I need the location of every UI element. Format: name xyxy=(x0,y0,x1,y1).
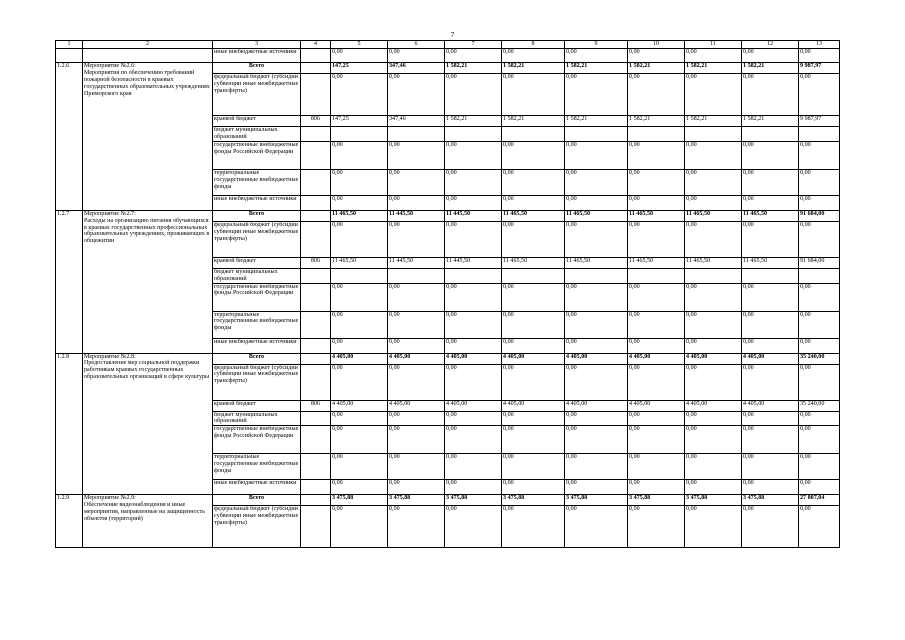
measure-title: Мероприятие №2.9: Обеспечение видеонаблюдения и иные мероприятия, направленные на защищенность объектов (территорий) xyxy=(83,495,213,548)
value-cell: 0,00 xyxy=(502,338,565,353)
value-cell: 11 465,50 xyxy=(685,210,742,221)
value-cell: 0,00 xyxy=(388,480,445,495)
value-cell: 0,00 xyxy=(502,221,565,257)
value-cell: 0,00 xyxy=(799,411,840,426)
value-cell xyxy=(628,268,685,283)
value-cell: 0,00 xyxy=(685,338,742,353)
value-cell: 0,00 xyxy=(685,74,742,116)
value-cell: 0,00 xyxy=(628,141,685,169)
value-cell: 0,00 xyxy=(502,411,565,426)
value-cell: 0,00 xyxy=(502,311,565,338)
value-cell: 3 475,88 xyxy=(331,495,388,506)
value-cell: 0,00 xyxy=(331,411,388,426)
value-cell: 0,00 xyxy=(799,221,840,257)
value-cell: 4 405,00 xyxy=(565,400,628,411)
column-number: 8 xyxy=(502,41,565,49)
value-cell: 0,00 xyxy=(685,480,742,495)
code-cell xyxy=(301,283,331,311)
value-cell: 0,00 xyxy=(799,49,840,63)
value-cell: 0,00 xyxy=(388,283,445,311)
value-cell: 1 582,21 xyxy=(685,116,742,127)
value-cell: 0,00 xyxy=(742,49,799,63)
source-cell: краевой бюджет xyxy=(213,116,301,127)
code-cell xyxy=(301,506,331,548)
page-number: 7 xyxy=(450,31,455,39)
value-cell: 0,00 xyxy=(628,454,685,480)
source-cell: краевой бюджет xyxy=(213,257,301,268)
value-cell: 0,00 xyxy=(565,169,628,195)
value-cell: 1 582,21 xyxy=(502,116,565,127)
value-cell: 0,00 xyxy=(628,338,685,353)
value-cell: 0,00 xyxy=(445,283,502,311)
value-cell: 35 240,00 xyxy=(799,400,840,411)
code-cell xyxy=(301,338,331,353)
code-cell xyxy=(301,127,331,142)
code-cell xyxy=(301,169,331,195)
value-cell: 0,00 xyxy=(799,364,840,400)
value-cell: 9 987,97 xyxy=(799,63,840,74)
column-number: 10 xyxy=(628,41,685,49)
value-cell: 4 405,00 xyxy=(502,353,565,364)
value-cell: 0,00 xyxy=(685,141,742,169)
value-cell: 4 405,00 xyxy=(685,400,742,411)
source-cell: иные внебюджетные источники xyxy=(213,195,301,210)
code-cell xyxy=(301,268,331,283)
value-cell: 0,00 xyxy=(331,338,388,353)
value-cell: 0,00 xyxy=(445,49,502,63)
value-cell: 4 405,00 xyxy=(565,353,628,364)
value-cell: 0,00 xyxy=(685,169,742,195)
value-cell: 1 582,21 xyxy=(565,116,628,127)
code-cell xyxy=(301,311,331,338)
value-cell: 3 475,88 xyxy=(388,495,445,506)
value-cell: 11 465,50 xyxy=(502,210,565,221)
total-row xyxy=(56,495,840,506)
value-cell: 0,00 xyxy=(628,283,685,311)
value-cell: 91 684,00 xyxy=(799,210,840,221)
value-cell: 0,00 xyxy=(331,283,388,311)
code-cell xyxy=(301,426,331,454)
value-cell: 0,00 xyxy=(565,49,628,63)
source-cell: территориальные государственные внебюджетные фонды xyxy=(213,311,301,338)
financing-table xyxy=(55,40,840,548)
code-cell xyxy=(301,49,331,63)
value-cell: 0,00 xyxy=(799,426,840,454)
value-cell: 0,00 xyxy=(742,480,799,495)
value-cell: 0,00 xyxy=(502,426,565,454)
column-number: 4 xyxy=(301,41,331,49)
value-cell: 0,00 xyxy=(799,195,840,210)
value-cell: 11 445,50 xyxy=(388,210,445,221)
value-cell: 0,00 xyxy=(685,221,742,257)
value-cell: 0,00 xyxy=(628,74,685,116)
value-cell: 11 465,50 xyxy=(331,257,388,268)
value-cell: 11 465,50 xyxy=(742,210,799,221)
value-cell: 11 465,50 xyxy=(628,257,685,268)
value-cell xyxy=(742,127,799,142)
value-cell xyxy=(742,268,799,283)
value-cell: 1 582,21 xyxy=(742,63,799,74)
value-cell: 3 475,88 xyxy=(685,495,742,506)
value-cell: 0,00 xyxy=(502,49,565,63)
value-cell: 0,00 xyxy=(628,311,685,338)
value-cell: 0,00 xyxy=(742,169,799,195)
value-cell: 3 475,88 xyxy=(445,495,502,506)
value-cell: 0,00 xyxy=(628,364,685,400)
source-cell: государственные внебюджетные фонды Российской Федерации xyxy=(213,426,301,454)
source-cell: государственные внебюджетные фонды Российской Федерации xyxy=(213,283,301,311)
value-cell xyxy=(331,268,388,283)
code-cell xyxy=(301,353,331,364)
value-cell: 4 405,00 xyxy=(628,353,685,364)
value-cell: 0,00 xyxy=(502,364,565,400)
source-cell: иные внебюджетные источники xyxy=(213,480,301,495)
value-cell: 4 405,00 xyxy=(502,400,565,411)
value-cell: 0,00 xyxy=(502,506,565,548)
source-cell: бюджет муниципальных образований xyxy=(213,268,301,283)
value-cell: 0,00 xyxy=(331,506,388,548)
value-cell: 0,00 xyxy=(565,480,628,495)
source-cell: бюджет муниципальных образований xyxy=(213,127,301,142)
total-row xyxy=(56,63,840,74)
code-cell xyxy=(301,63,331,74)
code-cell: 806 xyxy=(301,257,331,268)
value-cell: 0,00 xyxy=(685,364,742,400)
value-cell: 0,00 xyxy=(685,49,742,63)
value-cell: 0,00 xyxy=(388,141,445,169)
value-cell: 0,00 xyxy=(331,454,388,480)
value-cell: 0,00 xyxy=(628,221,685,257)
value-cell: 0,00 xyxy=(502,141,565,169)
value-cell: 11 445,50 xyxy=(445,257,502,268)
value-cell: 3 475,88 xyxy=(502,495,565,506)
value-cell: 0,00 xyxy=(799,338,840,353)
value-cell: 0,00 xyxy=(445,169,502,195)
value-cell xyxy=(685,268,742,283)
value-cell: 0,00 xyxy=(388,311,445,338)
value-cell: 1 582,21 xyxy=(445,63,502,74)
value-cell: 11 465,50 xyxy=(685,257,742,268)
value-cell: 4 405,00 xyxy=(331,353,388,364)
value-cell: 0,00 xyxy=(445,426,502,454)
value-cell: 0,00 xyxy=(628,480,685,495)
value-cell xyxy=(388,127,445,142)
value-cell: 11 445,50 xyxy=(388,257,445,268)
value-cell: 0,00 xyxy=(742,506,799,548)
column-number: 13 xyxy=(799,41,840,49)
value-cell: 0,00 xyxy=(445,411,502,426)
value-cell: 0,00 xyxy=(445,338,502,353)
value-cell: 0,00 xyxy=(388,169,445,195)
value-cell: 0,00 xyxy=(502,169,565,195)
value-cell: 0,00 xyxy=(388,411,445,426)
value-cell: 0,00 xyxy=(799,454,840,480)
value-cell: 0,00 xyxy=(565,411,628,426)
source-cell: иные внебюджетные источники xyxy=(213,49,301,63)
value-cell: 0,00 xyxy=(799,169,840,195)
value-cell: 0,00 xyxy=(388,338,445,353)
value-cell xyxy=(565,127,628,142)
value-cell: 0,00 xyxy=(445,454,502,480)
value-cell: 3 475,88 xyxy=(742,495,799,506)
value-cell: 0,00 xyxy=(331,49,388,63)
source-cell: Всего xyxy=(213,63,301,74)
value-cell xyxy=(331,127,388,142)
value-cell: 3 475,88 xyxy=(565,495,628,506)
value-cell: 4 405,00 xyxy=(331,400,388,411)
value-cell: 0,00 xyxy=(502,283,565,311)
code-cell xyxy=(301,210,331,221)
value-cell: 0,00 xyxy=(331,311,388,338)
value-cell xyxy=(685,127,742,142)
value-cell: 0,00 xyxy=(628,169,685,195)
value-cell xyxy=(799,127,840,142)
value-cell: 0,00 xyxy=(445,506,502,548)
value-cell: 0,00 xyxy=(388,49,445,63)
value-cell: 0,00 xyxy=(565,506,628,548)
value-cell: 11 465,50 xyxy=(331,210,388,221)
value-cell: 0,00 xyxy=(742,411,799,426)
source-cell: Всего xyxy=(213,353,301,364)
value-cell: 91 684,00 xyxy=(799,257,840,268)
code-cell xyxy=(301,411,331,426)
value-cell: 0,00 xyxy=(445,195,502,210)
value-cell: 0,00 xyxy=(565,364,628,400)
value-cell: 0,00 xyxy=(388,74,445,116)
value-cell: 0,00 xyxy=(628,426,685,454)
value-cell: 0,00 xyxy=(388,221,445,257)
value-cell: 0,00 xyxy=(331,195,388,210)
value-cell: 0,00 xyxy=(388,195,445,210)
column-number-header xyxy=(56,41,840,49)
value-cell xyxy=(799,268,840,283)
value-cell: 4 405,00 xyxy=(742,353,799,364)
value-cell: 0,00 xyxy=(388,454,445,480)
value-cell: 0,00 xyxy=(628,195,685,210)
column-number: 6 xyxy=(388,41,445,49)
value-cell: 0,00 xyxy=(565,311,628,338)
value-cell: 0,00 xyxy=(742,141,799,169)
value-cell: 0,00 xyxy=(799,283,840,311)
value-cell: 0,00 xyxy=(565,283,628,311)
measure-title: Мероприятие №2.6: Мероприятия по обеспечению требований пожарной безопасности в краевых государственных образовательных учреждениях Приморского края xyxy=(83,63,213,211)
value-cell: 11 465,50 xyxy=(628,210,685,221)
column-number: 1 xyxy=(56,41,83,49)
source-cell: территориальные государственные внебюджетные фонды xyxy=(213,169,301,195)
value-cell: 0,00 xyxy=(331,169,388,195)
source-cell: федеральный бюджет (субсидии субвенции иные межбюджетные трансферты) xyxy=(213,364,301,400)
value-cell: 11 465,50 xyxy=(565,210,628,221)
value-cell: 0,00 xyxy=(685,506,742,548)
column-number: 2 xyxy=(83,41,213,49)
value-cell: 3 475,88 xyxy=(628,495,685,506)
value-cell: 0,00 xyxy=(331,74,388,116)
source-cell: федеральный бюджет (субсидии субвенции иные межбюджетные трансферты) xyxy=(213,74,301,116)
value-cell: 0,00 xyxy=(445,311,502,338)
value-cell: 0,00 xyxy=(685,454,742,480)
index-cell: 1.2.8 xyxy=(56,353,83,495)
value-cell: 1 582,21 xyxy=(565,63,628,74)
value-cell: 4 405,00 xyxy=(685,353,742,364)
value-cell: 0,00 xyxy=(565,221,628,257)
code-cell xyxy=(301,480,331,495)
value-cell: 1 582,21 xyxy=(445,116,502,127)
value-cell: 0,00 xyxy=(388,506,445,548)
source-cell: федеральный бюджет (субсидии субвенции иные межбюджетные трансферты) xyxy=(213,221,301,257)
column-number: 9 xyxy=(565,41,628,49)
total-row xyxy=(56,210,840,221)
index-cell: 1.2.7 xyxy=(56,210,83,353)
value-cell: 0,00 xyxy=(565,426,628,454)
value-cell: 4 405,00 xyxy=(445,400,502,411)
value-cell: 1 582,21 xyxy=(502,63,565,74)
source-cell: территориальные государственные внебюджетные фонды xyxy=(213,454,301,480)
index-cell: 1.2.9 xyxy=(56,495,83,548)
value-cell: 0,00 xyxy=(502,454,565,480)
value-cell: 347,46 xyxy=(388,116,445,127)
value-cell: 347,46 xyxy=(388,63,445,74)
value-cell: 0,00 xyxy=(742,426,799,454)
column-number: 3 xyxy=(213,41,301,49)
code-cell xyxy=(301,74,331,116)
column-number: 12 xyxy=(742,41,799,49)
value-cell: 11 445,50 xyxy=(445,210,502,221)
code-cell xyxy=(301,195,331,210)
code-cell xyxy=(301,364,331,400)
value-cell: 0,00 xyxy=(685,426,742,454)
value-cell: 0,00 xyxy=(799,506,840,548)
source-cell: Всего xyxy=(213,210,301,221)
source-cell: Всего xyxy=(213,495,301,506)
value-cell: 0,00 xyxy=(742,338,799,353)
code-cell xyxy=(301,221,331,257)
value-cell: 1 582,21 xyxy=(685,63,742,74)
value-cell: 0,00 xyxy=(742,195,799,210)
value-cell: 0,00 xyxy=(388,426,445,454)
value-cell: 0,00 xyxy=(742,364,799,400)
code-cell: 806 xyxy=(301,400,331,411)
table-row xyxy=(56,49,840,63)
value-cell xyxy=(445,268,502,283)
value-cell: 0,00 xyxy=(502,195,565,210)
value-cell: 35 240,00 xyxy=(799,353,840,364)
measure-title: Мероприятие №2.7: Расходы на организацию питания обучающихся в краевых государственных профессиональных образовательных учреждениях, проживающих в общежитии xyxy=(83,210,213,353)
value-cell: 0,00 xyxy=(388,364,445,400)
code-cell xyxy=(301,141,331,169)
value-cell: 4 405,00 xyxy=(628,400,685,411)
value-cell: 0,00 xyxy=(628,49,685,63)
value-cell: 4 405,00 xyxy=(445,353,502,364)
code-cell xyxy=(301,454,331,480)
value-cell xyxy=(502,268,565,283)
value-cell xyxy=(502,127,565,142)
value-cell: 0,00 xyxy=(628,506,685,548)
value-cell: 147,25 xyxy=(331,63,388,74)
value-cell: 11 465,50 xyxy=(502,257,565,268)
column-number: 7 xyxy=(445,41,502,49)
value-cell: 0,00 xyxy=(799,480,840,495)
column-number: 5 xyxy=(331,41,388,49)
value-cell: 0,00 xyxy=(331,480,388,495)
value-cell: 4 405,00 xyxy=(388,400,445,411)
value-cell: 147,25 xyxy=(331,116,388,127)
code-cell xyxy=(301,495,331,506)
value-cell: 0,00 xyxy=(331,364,388,400)
value-cell: 0,00 xyxy=(565,338,628,353)
value-cell: 4 405,00 xyxy=(742,400,799,411)
value-cell: 0,00 xyxy=(502,74,565,116)
measure-title: Мероприятие №2.8: Предоставление мер социальной поддержки работникам краевых государственных образовательных организаций в сфере культуры xyxy=(83,353,213,495)
value-cell xyxy=(445,127,502,142)
value-cell: 0,00 xyxy=(799,74,840,116)
index-cell: 1.2.6 xyxy=(56,63,83,211)
value-cell: 0,00 xyxy=(331,221,388,257)
value-cell: 0,00 xyxy=(685,411,742,426)
value-cell: 0,00 xyxy=(445,221,502,257)
value-cell: 1 582,21 xyxy=(628,116,685,127)
value-cell xyxy=(628,127,685,142)
value-cell: 0,00 xyxy=(445,364,502,400)
value-cell: 0,00 xyxy=(685,195,742,210)
source-cell: бюджет муниципальных образований xyxy=(213,411,301,426)
value-cell: 0,00 xyxy=(502,480,565,495)
column-number: 11 xyxy=(685,41,742,49)
value-cell: 9 987,97 xyxy=(799,116,840,127)
value-cell: 11 465,50 xyxy=(565,257,628,268)
code-cell: 806 xyxy=(301,116,331,127)
value-cell: 0,00 xyxy=(742,221,799,257)
value-cell: 0,00 xyxy=(685,311,742,338)
title-cell xyxy=(83,49,213,63)
value-cell: 0,00 xyxy=(445,74,502,116)
value-cell: 0,00 xyxy=(742,283,799,311)
source-cell: федеральный бюджет (субсидии субвенции иные межбюджетные трансферты) xyxy=(213,506,301,548)
value-cell: 0,00 xyxy=(565,195,628,210)
value-cell: 0,00 xyxy=(799,311,840,338)
value-cell: 0,00 xyxy=(445,480,502,495)
value-cell: 0,00 xyxy=(628,411,685,426)
value-cell: 0,00 xyxy=(445,141,502,169)
value-cell: 27 807,04 xyxy=(799,495,840,506)
value-cell: 0,00 xyxy=(742,454,799,480)
value-cell: 1 582,21 xyxy=(742,116,799,127)
value-cell: 0,00 xyxy=(565,454,628,480)
total-row xyxy=(56,353,840,364)
value-cell: 4 405,00 xyxy=(388,353,445,364)
value-cell xyxy=(388,268,445,283)
value-cell: 1 582,21 xyxy=(628,63,685,74)
index-cell xyxy=(56,49,83,63)
source-cell: иные внебюджетные источники xyxy=(213,338,301,353)
value-cell: 0,00 xyxy=(331,426,388,454)
value-cell: 0,00 xyxy=(799,141,840,169)
value-cell: 11 465,50 xyxy=(742,257,799,268)
value-cell: 0,00 xyxy=(565,74,628,116)
value-cell: 0,00 xyxy=(565,141,628,169)
value-cell: 0,00 xyxy=(331,141,388,169)
value-cell: 0,00 xyxy=(742,311,799,338)
value-cell: 0,00 xyxy=(685,283,742,311)
value-cell: 0,00 xyxy=(742,74,799,116)
value-cell xyxy=(565,268,628,283)
source-cell: краевой бюджет xyxy=(213,400,301,411)
source-cell: государственные внебюджетные фонды Российской Федерации xyxy=(213,141,301,169)
